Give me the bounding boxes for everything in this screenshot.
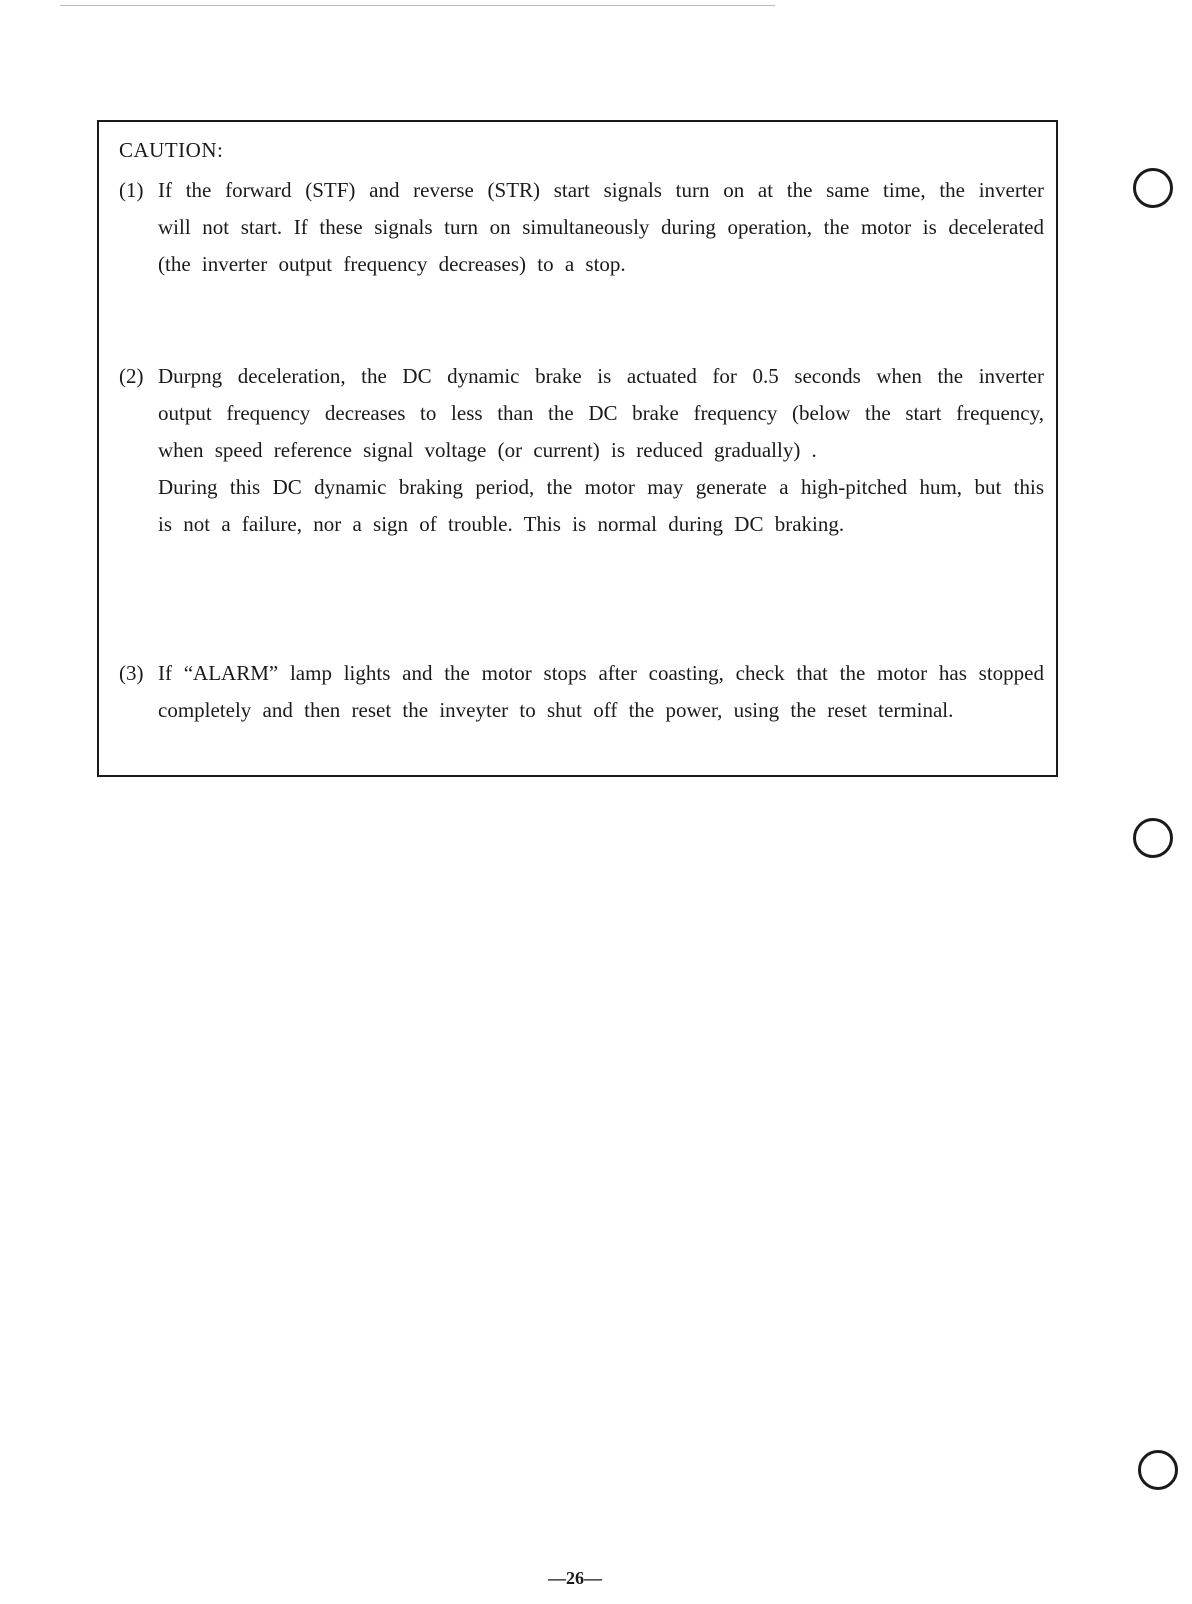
binder-hole-top [1133, 168, 1173, 208]
caution-paragraph: During this DC dynamic braking period, the motor may generate a high-pitched hum, but this is not a failure, nor a sign of trouble. This is normal during DC braking. [158, 475, 1044, 536]
caution-item-text [158, 358, 1044, 543]
caution-item-number: (3) [119, 661, 144, 685]
caution-item-3 [119, 655, 1044, 729]
caution-item-1 [119, 172, 1044, 283]
binder-hole-middle [1133, 818, 1173, 858]
caution-box [97, 120, 1058, 777]
caution-item-number: (1) [119, 178, 144, 202]
page-number: —26— [548, 1568, 602, 1588]
caution-item-text [158, 172, 1044, 283]
caution-title: CAUTION: [119, 138, 224, 162]
caution-item-number: (2) [119, 364, 144, 388]
top-rule [60, 5, 775, 6]
caution-item-2 [119, 358, 1044, 543]
binder-hole-bottom [1138, 1450, 1178, 1490]
caution-item-text [158, 655, 1044, 729]
caution-paragraph: If the forward (STF) and reverse (STR) start signals turn on at the same time, the inverter will not start. If these signals turn on simultaneously during operation, the motor is decelerated (the inverter output frequency decreases) to a stop. [158, 178, 1044, 276]
caution-paragraph: If “ALARM” lamp lights and the motor stops after coasting, check that the motor has stopped completely and then reset the inveyter to shut off the power, using the reset terminal. [158, 661, 1044, 722]
caution-paragraph: Durpng deceleration, the DC dynamic brake is actuated for 0.5 seconds when the inverter output frequency decreases to less than the DC brake frequency (below the start frequency, when speed reference signal voltage (or current) is reduced gradually) . [158, 364, 1044, 462]
